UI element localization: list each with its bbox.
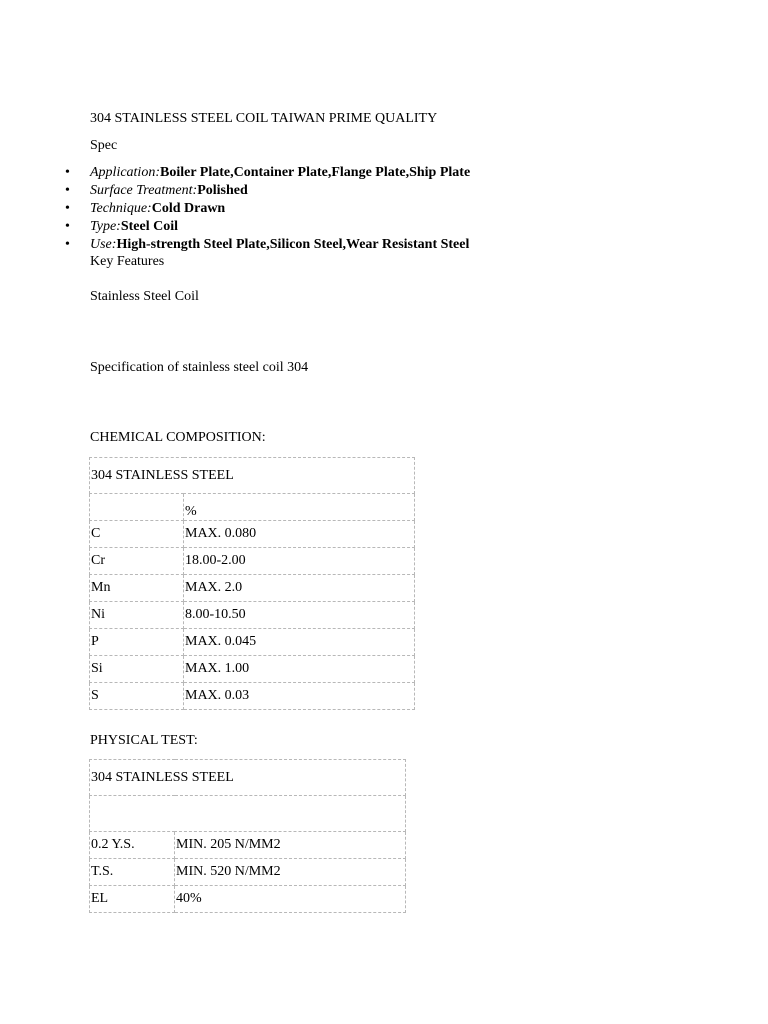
spec-key: Technique: [90,201,152,216]
bullet-icon: • [65,183,70,198]
bullet-icon: • [65,201,70,216]
table-title: 304 STAINLESS STEEL [90,458,415,494]
table-row [90,656,415,683]
value-cell: MAX. 0.045 [184,629,415,656]
property-cell: EL [90,886,175,913]
spec-heading: Spec [90,138,118,153]
value-cell: 40% [175,886,406,913]
key-features-heading: Key Features [90,254,165,269]
bullet-icon: • [65,219,70,234]
chemical-composition-table [89,457,415,710]
product-name: Stainless Steel Coil [90,289,199,304]
table-row [90,629,415,656]
spec-item-type [65,218,470,236]
element-cell: Si [90,656,184,683]
element-cell: S [90,683,184,710]
spec-item-application [65,164,471,182]
element-cell: Mn [90,575,184,602]
value-cell: 8.00-10.50 [184,602,415,629]
spec-key: Surface Treatment: [90,183,198,198]
spec-key: Type: [90,219,121,234]
table-row [90,575,415,602]
property-cell: T.S. [90,859,175,886]
blank-cell [90,796,406,832]
spec-value: Boiler Plate,Container Plate,Flange Plate,Ship Plate [160,165,471,180]
spec-list [65,164,471,254]
table-title: 304 STAINLESS STEEL [90,760,406,796]
value-cell: MAX. 2.0 [184,575,415,602]
bullet-icon: • [65,237,70,252]
value-cell: MAX. 1.00 [184,656,415,683]
spec-value: High-strength Steel Plate,Silicon Steel,Wear Resistant Steel [116,237,470,252]
header-cell-percent: % [184,494,415,521]
table-blank-row [90,796,406,832]
table-row [90,683,415,710]
value-cell: MAX. 0.080 [184,521,415,548]
spec-value: Steel Coil [120,219,178,234]
document-title: 304 STAINLESS STEEL COIL TAIWAN PRIME QUALITY [90,111,438,126]
value-cell: MIN. 205 N/MM2 [175,832,406,859]
table-header-row [90,494,415,521]
element-cell: C [90,521,184,548]
spec-item-technique [65,200,470,218]
table-row [90,521,415,548]
value-cell: MIN. 520 N/MM2 [175,859,406,886]
table-row [90,602,415,629]
spec-key: Use: [90,237,117,252]
element-cell: Cr [90,548,184,575]
physical-test-table [89,759,406,913]
property-cell: 0.2 Y.S. [90,832,175,859]
element-cell: P [90,629,184,656]
table-row [90,832,406,859]
spec-value: Cold Drawn [151,201,226,216]
spec-item-use [65,236,470,254]
physical-test-heading: PHYSICAL TEST: [90,733,198,748]
element-cell: Ni [90,602,184,629]
table-row [90,548,415,575]
bullet-icon: • [65,165,70,180]
spec-value: Polished [197,183,248,198]
header-cell [90,494,184,521]
value-cell: 18.00-2.00 [184,548,415,575]
table-row [90,886,406,913]
chemical-composition-heading: CHEMICAL COMPOSITION: [90,430,266,445]
specification-line: Specification of stainless steel coil 304 [90,360,309,375]
spec-key: Application: [90,165,160,180]
value-cell: MAX. 0.03 [184,683,415,710]
spec-item-surface-treatment [65,182,470,200]
table-row [90,859,406,886]
